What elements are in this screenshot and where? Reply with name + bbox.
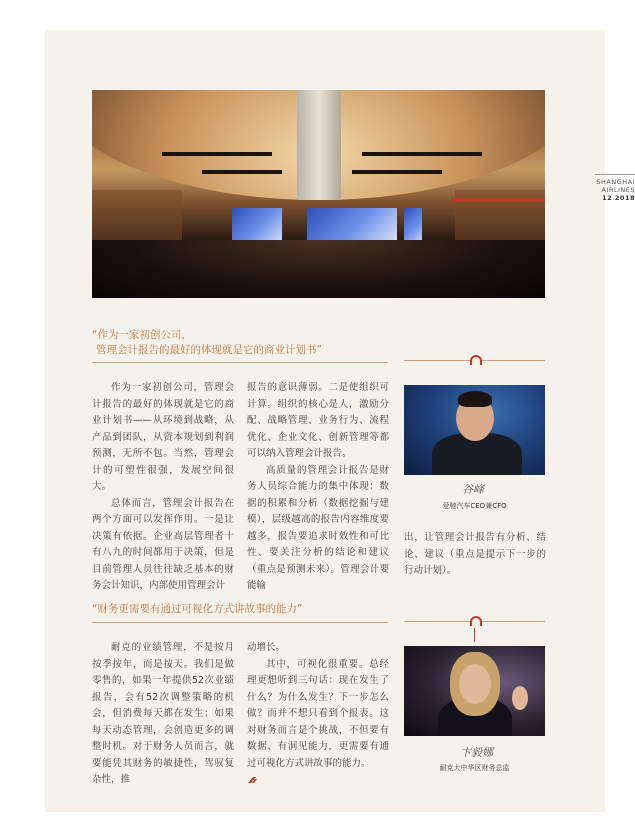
- caption-gu-feng: 爱驰汽车CEO兼CFO: [442, 502, 507, 510]
- signature-bian-yina: 卞毅娜: [460, 746, 493, 759]
- issue-tag: [585, 178, 635, 202]
- section1-heading: [92, 328, 322, 358]
- ornament-divider: [404, 355, 545, 367]
- section1-column-3: [404, 530, 546, 580]
- section2-rule: [92, 622, 388, 623]
- section1-rule: [92, 362, 388, 363]
- paragraph: 动增长。: [247, 642, 286, 653]
- section1-column-1: [92, 380, 234, 595]
- airline-logo-icon: [247, 776, 257, 784]
- ornament-divider: [404, 616, 545, 628]
- portrait-bian-yina: [404, 646, 545, 736]
- caption-bian-yina: 耐克大中华区财务总监: [439, 764, 510, 772]
- section1-column-2: [247, 380, 389, 595]
- section2-column-1: [92, 640, 234, 789]
- portrait-gu-feng: [404, 385, 545, 475]
- conference-hall-photo: [92, 90, 545, 298]
- paragraph: 高质量的管理会计报告是财务人员综合能力的集中体现：数据的积累和分析（数据挖掘与建模），层级越高的报告内容维度要越多，报告要追求时效性和可比性、要关注分析的结论和建议（重点是预测未来）。管理会计要能输: [247, 464, 389, 591]
- section1-heading-line1: “作为一家初创公司，: [92, 329, 192, 341]
- signature-gu-feng: 谷峰: [462, 483, 484, 496]
- paragraph: 耐克的业绩管理，不是按月按季按年，而是按天。我们是做零售的，如果一年提供52次业绩报告，会有52次调整策略的机会，但消费每天都在发生；如果每天动态管理，会创造更多的调整时机。对于财务人员而言，就要能凭其财务的敏捷性，驾驭复杂性，推: [92, 642, 234, 785]
- paragraph: 出，让管理会计报告有分析、结论、建议（重点是提示下一步的行动计划）。: [404, 532, 546, 576]
- paragraph: 总体而言，管理会计报告在两个方面可以发挥作用。一是让决策有依据。企业高层管理者十有八九的时间都用于决策，但是目前管理人员往往缺乏基本的财务会计知识，内部使用管理会计: [92, 497, 234, 591]
- section1-heading-line2: 管理会计报告的最好的体现就是它的商业计划书”: [96, 344, 322, 356]
- paragraph: 其中，可视化很重要。总经理更想听到三句话：现在发生了什么？为什么发生？下一步怎么做？而并不想只看到个报表。这对财务而言是个挑战，不但要有数据、有洞见能力，更需要有通过可视化方式讲故事的能力。: [247, 658, 389, 769]
- issue-line1: SHANGHAI: [596, 178, 635, 186]
- section2-heading: “财务更需要有通过可视化方式讲故事的能力”: [92, 603, 303, 615]
- issue-date: 12 2018: [602, 194, 635, 202]
- issue-line2: AIRLINES: [601, 186, 635, 194]
- paragraph: 报告的意识薄弱。二是使组织可计算。组织的核心是人，激励分配、战略管理、业务行为、流程优化、企业文化、创新管理等都可以纳入管理会计报告。: [247, 382, 389, 459]
- paragraph: 作为一家初创公司，管理会计报告的最好的体现就是它的商业计划书——从环境到战略，从产品到团队，从资本规划到利润预测，无所不包。当然，管理会计的可塑性很强，发展空间很大。: [92, 382, 234, 492]
- section2-column-2: [247, 640, 389, 789]
